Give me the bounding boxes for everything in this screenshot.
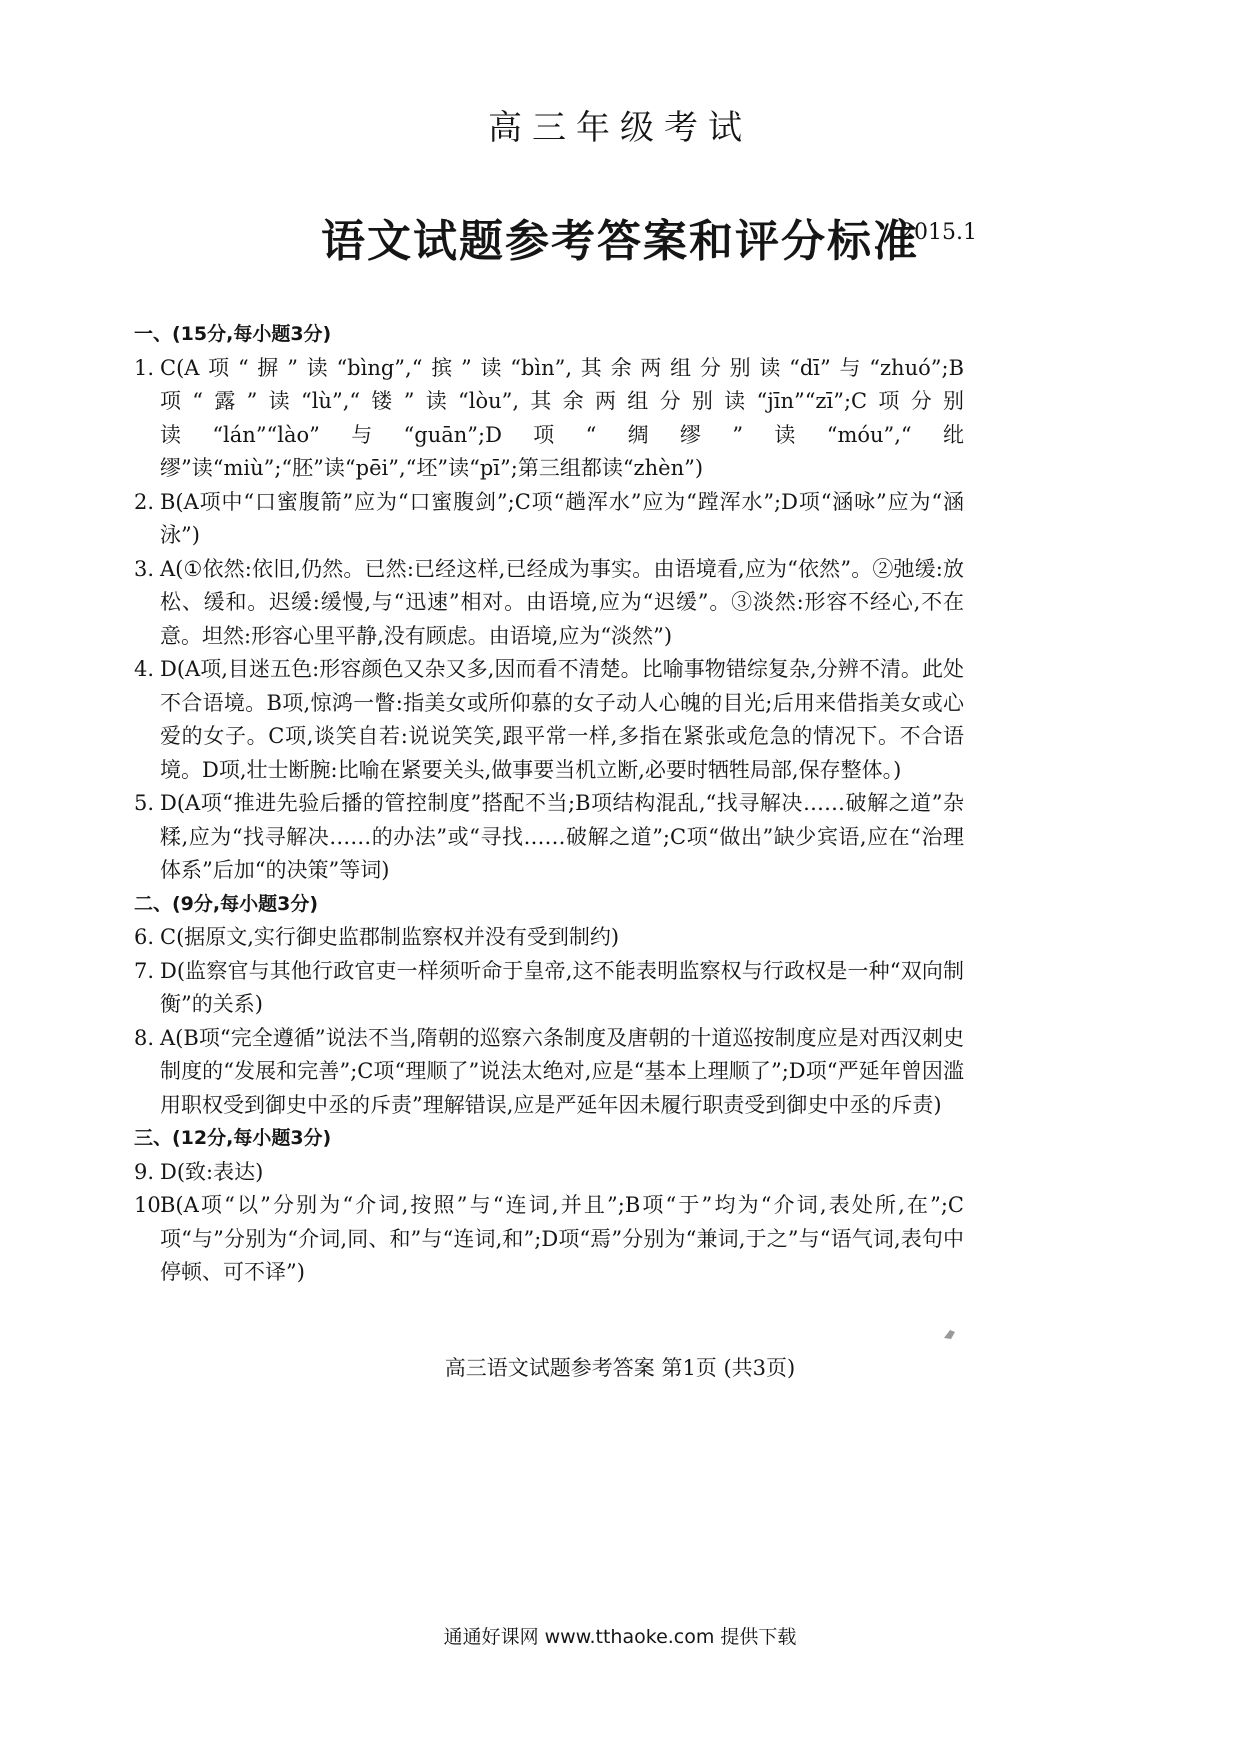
item-text: B(A项中“口蜜腹箭”应为“口蜜腹剑”;C项“趟浑水”应为“蹚浑水”;D项“涵咏”应为“涵泳”) [160,489,964,547]
item-text: D(A项“推进先验后播的管控制度”搭配不当;B项结构混乱,“找寻解决……破解之道”杂糅,应为“找寻解决……的办法”或“寻找……破解之道”;C项“做出”缺少宾语,应在“治理体系”后加“的决策”等词) [160,791,964,882]
section-heading: 二、(9分,每小题3分) [134,892,319,915]
item-number: 5. [134,791,155,815]
item-text: D(A项,目迷五色:形容颜色又杂又多,因而看不清楚。比喻事物错综复杂,分辨不清。此处不合语境。B项,惊鸿一瞥:指美女或所仰慕的女子动人心魄的目光;后用来借指美女或心爱的女子。C项,谈笑自若:说说笑笑,跟平常一样,多指在紧张或危急的情况下。不合语境。D项,壮士断腕:比喻在紧要关头,做事要当机立断,必要时牺牲局部,保存整体。) [160,657,964,782]
item-text: C(A项“摒”读“bìng”,“摈”读“bìn”,其余两组分别读“dī”与“zhuó”;B项“露”读“lù”,“镂”读“lòu”,其余两组分别读“jīn”“zī”;C项分别读“lán”“lào”与“guān”;D项“绸缪”读“móu”,“纰缪”读“miù”;“胚”读“pēi”,“坯”读“pī”;第三组都读“zhèn”) [160,355,964,480]
page-footer: 高三语文试题参考答案 第1页 (共3页) [444,1356,796,1380]
answer-item [134,352,964,486]
answer-item [134,1189,964,1290]
document-date: 2015.1 [900,220,977,245]
answer-item [134,553,964,654]
item-text: A(①依然:依旧,仍然。已然:已经这样,已经成为事实。由语境看,应为“依然”。②弛缓:放松、缓和。迟缓:缓慢,与“迅速”相对。由语境,应为“迟缓”。③淡然:形容不经心,不在意。坦然:形容心里平静,没有顾虑。由语境,应为“淡然”) [160,556,964,648]
answer-item [134,921,964,955]
scan-speck [942,1326,958,1342]
item-text: D(监察官与其他行政官吏一样须听命于皇帝,这不能表明监察权与行政权是一种“双向制衡”的关系) [160,958,964,1016]
item-number: 9. [134,1159,155,1184]
download-credit: 通通好课网 www.tthaoke.com 提供下载 [443,1626,797,1648]
document-title: 语文试题参考答案和评分标准 [321,216,919,267]
answer-item [134,1022,964,1123]
item-number: 4. [134,657,155,681]
item-number: 6. [134,925,155,949]
item-text: C(据原文,实行御史监郡制监察权并没有受到制约) [160,925,620,949]
answer-item [134,1156,964,1190]
item-text: D(致:表达) [160,1159,264,1184]
answer-item [134,653,964,787]
item-number: 8. [134,1025,155,1050]
answer-item [134,787,964,888]
item-number: 1. [134,355,155,380]
item-number: 3. [134,556,155,581]
item-text: A(B项“完全遵循”说法不当,隋朝的巡察六条制度及唐朝的十道巡按制度应是对西汉刺史制度的“发展和完善”;C项“理顺了”说法太绝对,应是“基本上理顺了”;D项“严延年曾因滥用职权受到御史中丞的斥责”理解错误,应是严延年因未履行职责受到御史中丞的斥责) [160,1025,964,1117]
exam-title: 高三年级考试 [488,108,752,148]
answer-content [134,318,964,1290]
item-number: 2. [134,489,155,514]
answer-item [134,486,964,553]
item-number: 10. [134,1193,168,1217]
item-text: B(A项“以”分别为“介词,按照”与“连词,并且”;B项“于”均为“介词,表处所,在”;C项“与”分别为“介词,同、和”与“连词,和”;D项“焉”分别为“兼词,于之”与“语气词,表句中停顿、可不译”) [160,1193,964,1284]
section-heading: 三、(12分,每小题3分) [134,1127,332,1149]
item-number: 7. [134,958,155,983]
section-heading: 一、(15分,每小题3分) [134,323,332,345]
answer-item [134,955,964,1022]
